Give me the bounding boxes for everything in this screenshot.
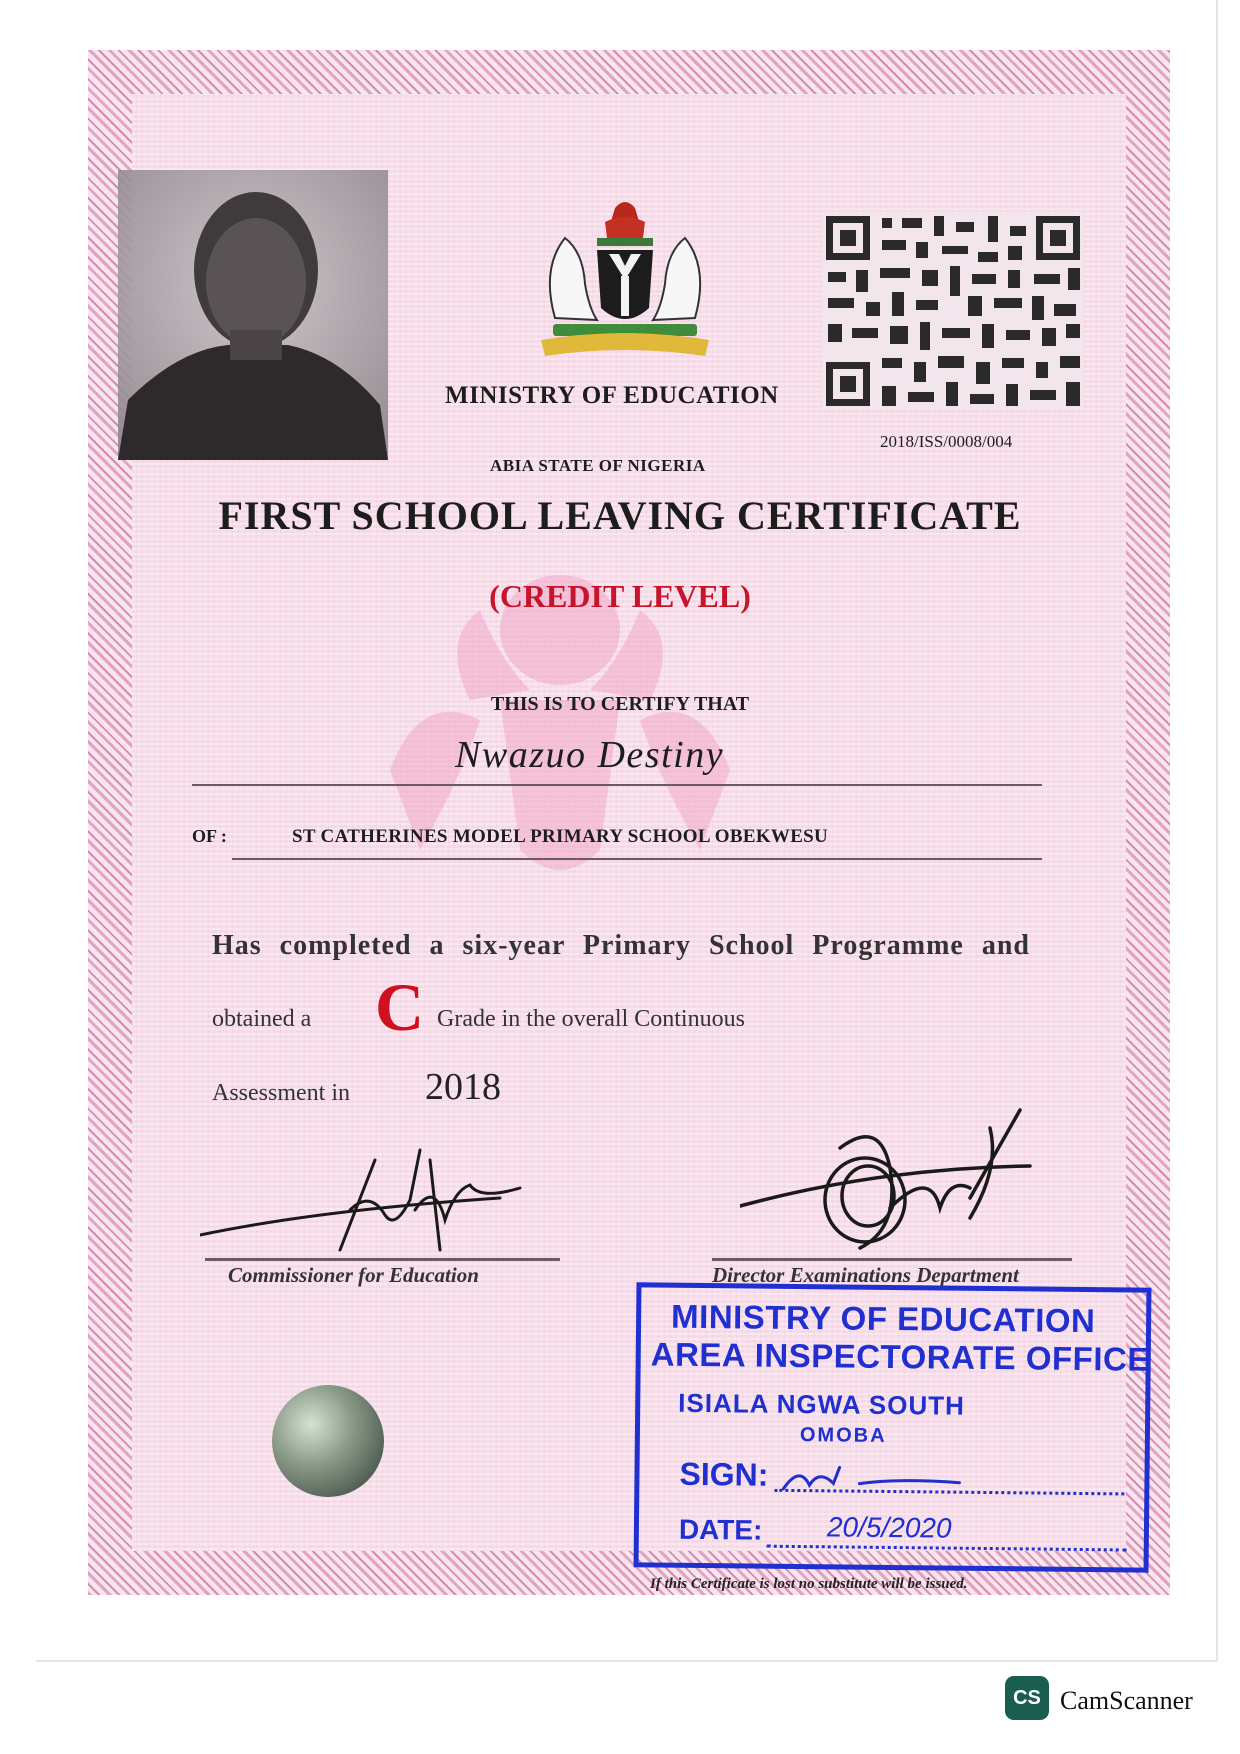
camscanner-logo: CS <box>1005 1676 1049 1720</box>
school-name: ST CATHERINES MODEL PRIMARY SCHOOL OBEKWESU <box>292 826 829 847</box>
commissioner-signature-line <box>205 1258 560 1261</box>
serial-number: 2018/ISS/0008/004 <box>880 432 1013 451</box>
qr-code <box>822 212 1084 410</box>
student-photo <box>118 170 388 460</box>
completion-statement: Has completed a six-year Primary School Programme and <box>212 930 1030 961</box>
stamp-office: AREA INSPECTORATE OFFICE <box>650 1335 1151 1378</box>
certify-line: THIS IS TO CERTIFY THAT <box>490 693 750 715</box>
ministry-heading: MINISTRY OF EDUCATION <box>445 382 779 409</box>
school-of-label: OF : <box>192 826 227 846</box>
stamp-date-label: DATE: <box>678 1513 763 1546</box>
state-heading: ABIA STATE OF NIGERIA <box>490 456 706 475</box>
director-caption: Director Examinations Department <box>712 1263 1019 1287</box>
director-signature-line <box>712 1258 1072 1261</box>
camscanner-name: CamScanner <box>1060 1686 1193 1715</box>
stamp-ministry: MINISTRY OF EDUCATION <box>670 1297 1096 1340</box>
assessment-label: Assessment in <box>212 1080 350 1106</box>
inspectorate-stamp <box>634 1282 1152 1572</box>
director-signature <box>740 1108 1050 1258</box>
coat-of-arms-emblem <box>525 198 725 368</box>
stamp-town: OMOBA <box>799 1424 887 1447</box>
obtained-label: obtained a <box>212 1006 312 1032</box>
assessment-year: 2018 <box>425 1066 501 1108</box>
certificate-title: FIRST SCHOOL LEAVING CERTIFICATE <box>218 493 1022 538</box>
commissioner-caption: Commissioner for Education <box>228 1263 479 1287</box>
stamp-signature <box>779 1459 969 1501</box>
loss-notice: If this Certificate is lost no substitute will be issued. <box>650 1576 968 1592</box>
grade-value: C <box>375 969 425 1045</box>
school-underline <box>232 858 1042 860</box>
stamp-area: ISIALA NGWA SOUTH <box>678 1387 966 1421</box>
stamp-date-line <box>767 1545 1127 1552</box>
stamp-sign-label: SIGN: <box>679 1455 769 1493</box>
name-underline <box>192 784 1042 786</box>
hologram-seal <box>272 1385 384 1497</box>
grade-description: Grade in the overall Continuous <box>437 1006 745 1032</box>
recipient-name: Nwazuo Destiny <box>455 734 725 776</box>
credit-level: (CREDIT LEVEL) <box>489 578 751 614</box>
stamp-date-value: 20/5/2020 <box>826 1511 952 1544</box>
commissioner-signature <box>200 1140 540 1255</box>
